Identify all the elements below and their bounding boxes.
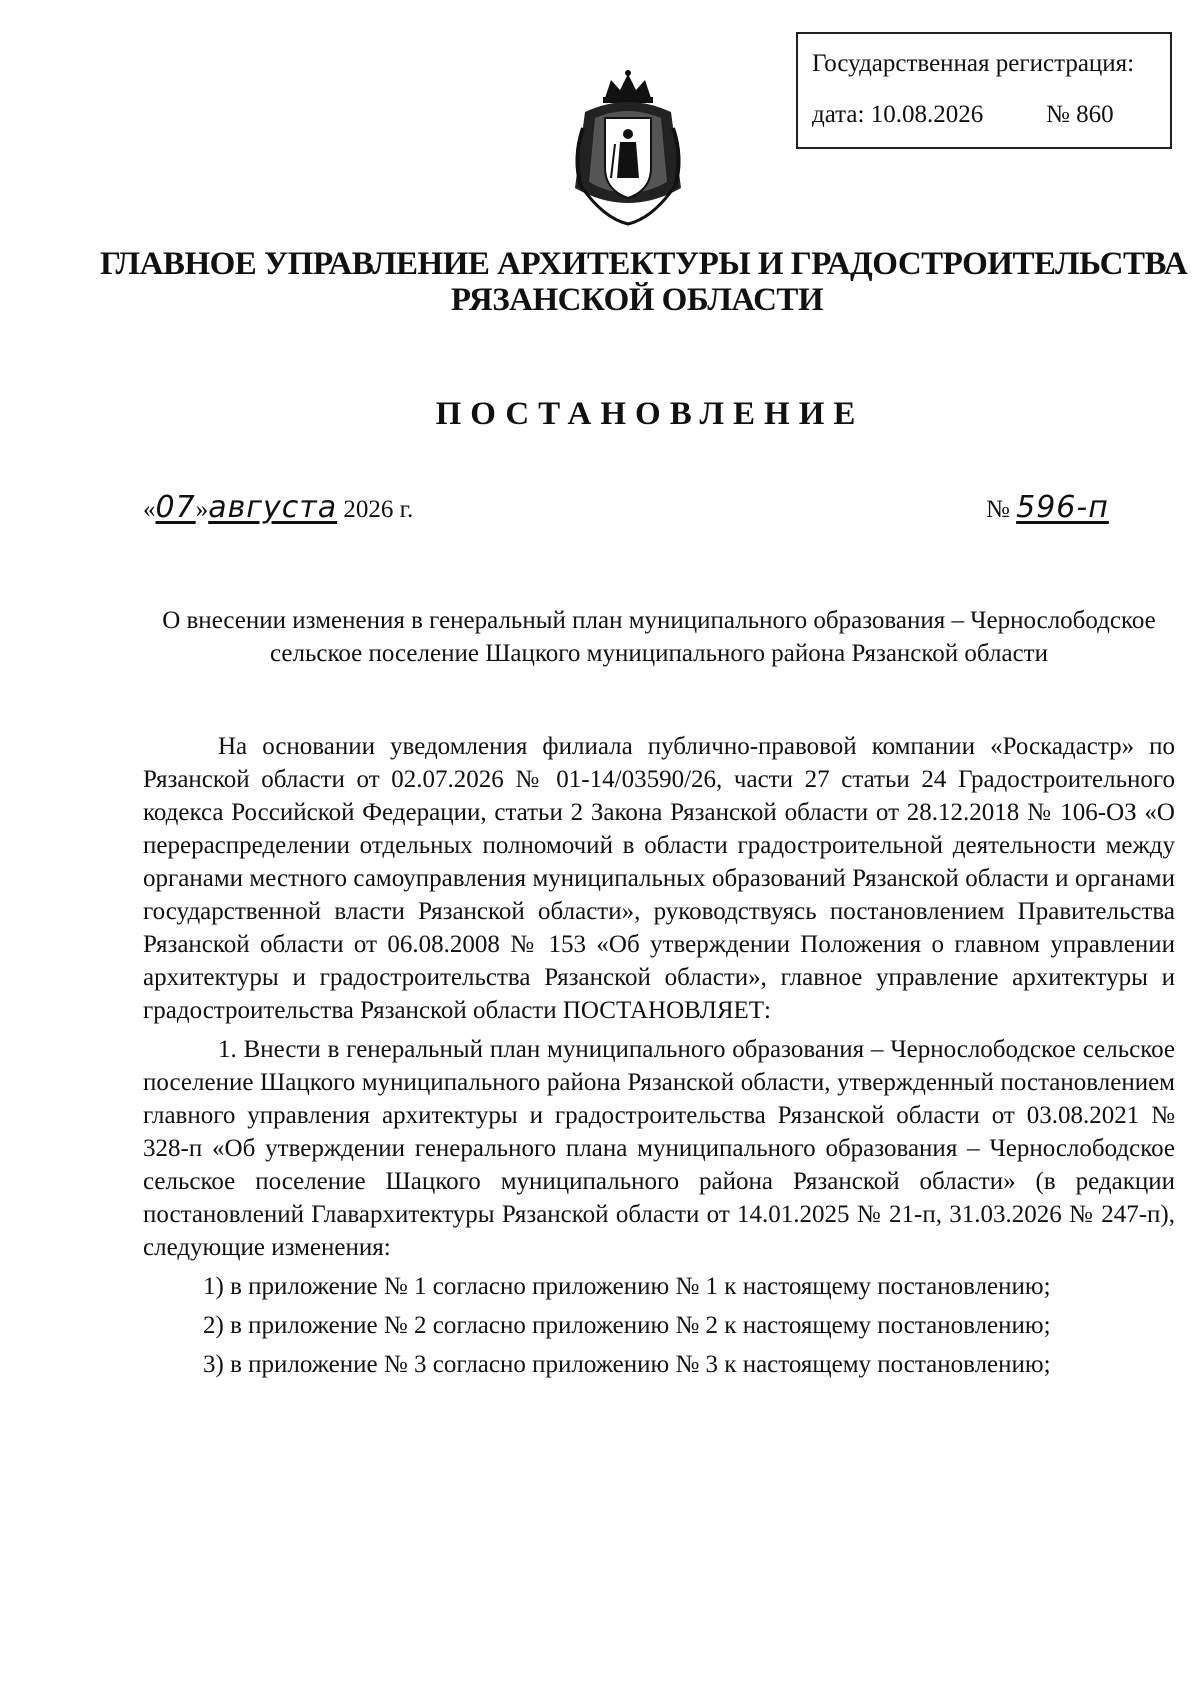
- resolution-number: [986, 490, 1109, 525]
- number-prefix: №: [986, 496, 1010, 523]
- number-value-handwritten: 596-п: [1016, 490, 1109, 525]
- ryazan-coat-of-arms-icon: [563, 68, 693, 232]
- organization-name-line2: РЯЗАНСКОЙ ОБЛАСТИ: [450, 282, 824, 318]
- subitem-3-paragraph: 3) в приложение № 3 согласно приложению № 3 к настоящему постановлению;: [203, 1351, 1051, 1378]
- organization-name-line1: ГЛАВНОЕ УПРАВЛЕНИЕ АРХИТЕКТУРЫ И ГРАДОСТРОИТЕЛЬСТВА: [100, 246, 1188, 282]
- date-close-quote: »: [195, 496, 209, 523]
- date-month-handwritten: августа: [208, 490, 338, 525]
- date-day-handwritten: 07: [155, 490, 196, 525]
- document-type-title: ПОСТАНОВЛЕНИЕ: [435, 396, 865, 432]
- document-body: [143, 730, 1175, 1381]
- registration-number: № 860: [1046, 101, 1114, 128]
- preamble-paragraph: На основании уведомления филиала публично-правовой компании «Роскадастр» по Рязанской области от 02.07.2026 № 01-14/03590/26, части 27 статьи 24 Градостроительного кодекса Российской Федерации, статьи 2 Закона Рязанской области от 28.12.2018 № 106-ОЗ «О перераспределении отдельных полномочий в области градостроительной деятельности между органами местного самоуправления муниципальных образований Рязанской области и органами государственной власти Рязанской области», руководствуясь постановлением Правительства Рязанской области от 06.08.2008 № 153 «Об утверждении Положения о главном управлении архитектуры и градостроительства Рязанской области», главное управление архитектуры и градостроительства Рязанской области ПОСТАНОВЛЯЕТ:: [143, 733, 1175, 1024]
- subitem-1-paragraph: 1) в приложение № 1 согласно приложению № 1 к настоящему постановлению;: [203, 1273, 1051, 1300]
- date-open-quote: «: [143, 496, 156, 523]
- subitem-2-paragraph: 2) в приложение № 2 согласно приложению № 2 к настоящему постановлению;: [203, 1312, 1051, 1339]
- date-year: 2026 г.: [343, 496, 414, 523]
- document-subject: О внесении изменения в генеральный план муниципального образования – Чернослободское сельское поселение Шацкого муниципального района Рязанской области: [162, 607, 1156, 667]
- resolution-date: [143, 490, 413, 525]
- registration-date: дата: 10.08.2026: [812, 101, 984, 128]
- item-1-paragraph: 1. Внести в генеральный план муниципального образования – Чернослободское сельское поселение Шацкого муниципального района Рязанской области, утвержденный постановлением главного управления архитектуры и градостроительства Рязанской области от 03.08.2021 № 328-п «Об утверждении генерального плана муниципального образования – Чернослободское сельское поселение Шацкого муниципального района Рязанской области» (в редакции постановлений Главархитектуры Рязанской области от 14.01.2025 № 21-п, 31.03.2026 № 247-п), следующие изменения:: [143, 1036, 1175, 1261]
- registration-stamp: [796, 32, 1172, 149]
- registration-title: Государственная регистрация:: [812, 50, 1135, 77]
